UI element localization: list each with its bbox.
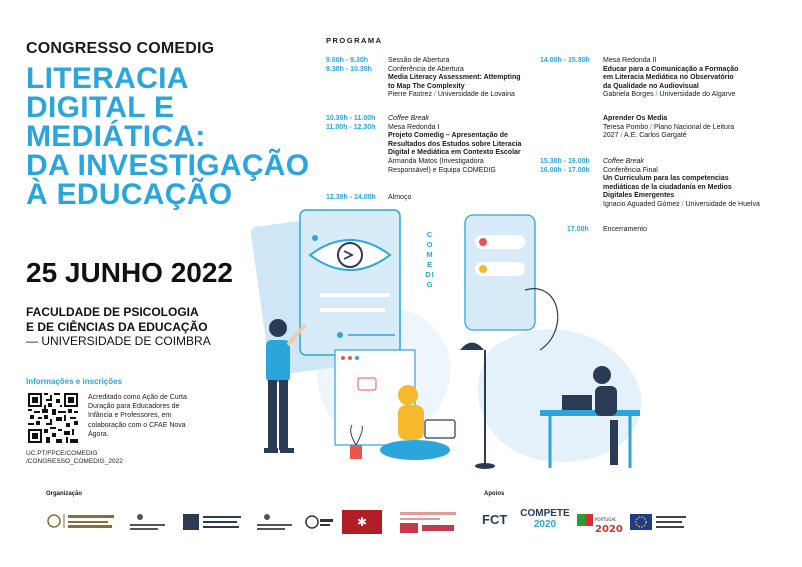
program-item: Mesa Redonda II Educar para a Comunicação a Formação em Literacia Mediática no Observatório da Qualidade no Audiovisual Gabriela Borges / Universidade do Algarve	[603, 57, 793, 100]
item-title: Un Curriculum para las competencias	[603, 175, 729, 183]
speaker: Ignacio Aguaded Gómez	[603, 200, 680, 208]
speaker: Teresa Pombo	[603, 123, 649, 131]
program-item: Aprender Os Media Teresa Pombo / Plano Nacional de Leitura 2027 / A.E. Carlos Gargaté	[603, 115, 735, 140]
venue	[26, 305, 211, 349]
illustration	[240, 200, 660, 490]
speaker: Armanda Matos (Investigadora	[388, 157, 484, 165]
logo-uniao-europeia	[630, 512, 690, 536]
speaker: Responsável) e Equipa COMEDIG	[388, 166, 496, 174]
logo-portugal2020	[577, 512, 623, 536]
item-title: Resultados dos Estudos sobre Literacia	[388, 140, 522, 148]
item-title: Aprender Os Media	[603, 115, 668, 122]
svg-text:PORTUGAL: PORTUGAL	[595, 517, 617, 522]
organizacao-label: Organização	[46, 491, 83, 497]
item-title: to Map The Complexity	[388, 82, 465, 90]
logo-compete2020: COMPETE 2020	[520, 508, 570, 530]
title-line: À EDUCAÇÃO	[26, 178, 233, 211]
affiliation: 2027	[603, 132, 619, 140]
item-line: Sessão de Abertura	[388, 57, 450, 64]
event-date: 25 JUNHO 2022	[26, 257, 234, 288]
item-title: Digital e Mediática em Contexto Escolar	[388, 149, 521, 157]
time: 15.30h - 16.00h	[540, 158, 590, 165]
time: 12.30h - 14.00h	[326, 194, 376, 201]
time: 14.00h - 15.30h	[540, 57, 590, 64]
comedig-vertical-text: COMEDIG	[425, 230, 435, 289]
programa-title: PROGRAMA	[326, 36, 383, 45]
program-item	[388, 115, 538, 175]
svg-text:✱: ✱	[356, 515, 368, 529]
time: 11.00h - 12.30h	[326, 124, 376, 131]
title-line: LITERACIA	[26, 62, 189, 95]
program-item: Almoço	[388, 194, 412, 201]
affiliation: Universidade do Algarve	[659, 91, 736, 99]
item-line: Mesa Redonda I	[388, 123, 440, 131]
item-italic: Coffee Break	[388, 115, 429, 122]
title-line: DIGITAL E	[26, 91, 175, 124]
qr-code[interactable]	[28, 393, 78, 443]
venue-line: FACULDADE DE PSICOLOGIA	[26, 305, 199, 319]
title-line: MEDIÁTICA:	[26, 120, 206, 153]
item-line: Conferência Final	[603, 166, 658, 174]
program-item: Sessão de Abertura Conferência de Abertura Media Literacy Assessment: Attempting to Map The Complexity Pierre Fastrez / Universidade de Lovaina	[388, 57, 538, 100]
logo-fct: FCT	[482, 512, 508, 527]
time: 17.00h	[567, 226, 589, 233]
url-line: /CONGRESSO_COMEDIG_2022	[26, 458, 123, 465]
program-item: Coffee Break Conferência Final Un Curriculum para las competencias mediáticas de la ciudadanía en Medios Digitales Emergentes Ignacio Aguaded Gómez / Universidade de Huelva	[603, 158, 793, 210]
logo-cecs	[304, 512, 334, 534]
item-title: mediáticas de la ciudadanía en Medios	[603, 183, 732, 191]
time: 10.30h - 11.00h	[326, 115, 376, 122]
item-title: em Literacia Mediática no Observatório	[603, 74, 734, 82]
affiliation: Universidade de Huelva	[685, 200, 760, 208]
venue-line: — UNIVERSIDADE DE COIMBRA	[26, 334, 211, 348]
affiliation: A.E. Carlos Gargaté	[624, 132, 687, 140]
speaker: Pierre Fastrez	[388, 91, 432, 99]
item-title: Digitales Emergentes	[603, 192, 675, 200]
item-title: Educar para a Comunicação a Formação	[603, 65, 739, 73]
affiliation: Plano Nacional de Leitura	[654, 123, 735, 131]
info-heading: Informações e inscrições	[26, 377, 123, 386]
page-title	[26, 64, 316, 209]
item-title: Projeto Comedig – Apresentação de	[388, 132, 508, 140]
program-item: Encerramento	[603, 226, 647, 233]
item-line: Mesa Redonda II	[603, 57, 657, 64]
accreditation-text: Acreditado como Ação de Curta Duração para Educadores de Infância e Professores, em colaboração com o CFAE Nova Ágora.	[88, 394, 187, 438]
logo-ceis20	[183, 512, 243, 532]
logo-fpce-uc	[40, 510, 120, 532]
url-line: UC.PT/FPCE/COMEDIG	[26, 450, 98, 457]
venue-line: E DE CIÊNCIAS DA EDUCAÇÃO	[26, 319, 208, 334]
svg-text:2020: 2020	[595, 524, 623, 535]
title-line: DA INVESTIGAÇÃO	[26, 149, 310, 182]
logo-novaagora	[398, 510, 458, 536]
apoios-label: Apoios	[484, 491, 505, 497]
item-italic: Coffee Break	[603, 158, 644, 165]
logo-uminho	[342, 510, 382, 538]
logo-coimbra-2	[255, 512, 295, 532]
affiliation: Universidade de Lovaina	[437, 91, 515, 99]
time: 9.30h - 10.30h	[326, 66, 372, 73]
item-line: Conferência de Abertura	[388, 65, 464, 73]
registration-url[interactable]	[26, 450, 123, 466]
time: 16.00h - 17.00h	[540, 167, 590, 174]
logo-coimbra-1	[128, 512, 168, 532]
congress-name: CONGRESSO COMEDIG	[26, 40, 215, 57]
item-title: da Qualidade no Audiovisual	[603, 82, 699, 90]
time: 9.00h - 9.30h	[326, 57, 369, 64]
speaker: Gabriela Borges	[603, 91, 654, 99]
item-title: Media Literacy Assessment: Attempting	[388, 74, 521, 82]
